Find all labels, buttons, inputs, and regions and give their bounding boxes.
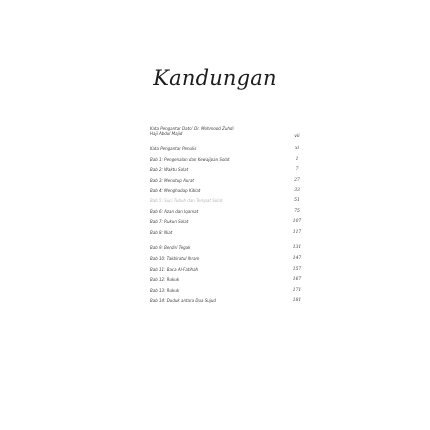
toc-entry-label-continued: Haji Abdul Majid — [150, 131, 183, 136]
toc-page-number: 7 — [295, 167, 299, 172]
toc-entry-label: Bab 3: Menutup Aurat — [150, 178, 195, 183]
toc-entry-label: Bab 12: Rukuk — [150, 277, 180, 282]
toc-entry-label: Bab 5: Suci Tubuh dan Tempat Solat — [150, 198, 223, 203]
toc-entry-label: Bab 1: Pengenalan dan Kewajipan Solat — [150, 157, 230, 162]
toc-entry — [150, 178, 194, 183]
toc-entry — [150, 126, 234, 136]
toc-entry-label: Bab 2: Waktu Solat — [150, 167, 189, 172]
toc-entry-label: Kata Pengantar Penulis — [150, 146, 197, 151]
toc-entry-label: Bab 13: Rukuk — [150, 288, 180, 293]
toc-page-number: 157 — [292, 267, 302, 272]
toc-entry — [150, 256, 199, 261]
toc-page-number: 181 — [292, 298, 302, 303]
table-of-contents — [150, 0, 300, 430]
toc-entry — [150, 288, 179, 293]
toc-entry-label: Bab 7: Rukun Solat — [150, 219, 189, 224]
toc-entry — [150, 245, 190, 250]
toc-entry-label: Bab 8: Niat — [150, 230, 173, 235]
toc-entry-label: Bab 14: Duduk antara Dua Sujud — [150, 298, 216, 303]
toc-page-number: 75 — [294, 209, 300, 214]
toc-entry-label: Bab 6: Azan dan Iqamat — [150, 209, 199, 214]
toc-entry — [150, 157, 230, 162]
toc-entry — [150, 219, 188, 224]
toc-entry — [150, 298, 216, 303]
toc-page-number: 33 — [294, 188, 300, 193]
toc-entry — [150, 277, 179, 282]
toc-entry — [150, 188, 200, 193]
toc-entry-label: Bab 11: Baca Al-Fatihah — [150, 267, 199, 272]
toc-page-number: 107 — [292, 219, 302, 224]
toc-page-number: 131 — [292, 245, 302, 250]
toc-page-number: vii — [294, 134, 300, 139]
toc-entry — [150, 209, 198, 214]
toc-page-number: 51 — [294, 198, 300, 203]
toc-entry-label: Bab 4: Menghadap Kiblat — [150, 188, 201, 193]
toc-page-number: xi — [295, 146, 299, 151]
page-title: Kandungan — [153, 66, 277, 90]
toc-entry-label: Kata Pengantar Dato’ Dr. Mohmood Zuhdi — [150, 126, 234, 131]
toc-entry — [150, 267, 198, 272]
toc-entry-label: Bab 9: Berdiri Tegak — [150, 245, 191, 250]
toc-page-number: 167 — [292, 277, 302, 282]
toc-page-number: 117 — [292, 230, 302, 235]
toc-entry — [150, 198, 222, 203]
toc-entry-label: Bab 10: Takbiratul Ihram — [150, 256, 200, 261]
toc-entry — [150, 230, 172, 235]
toc-page-number: 1 — [295, 157, 299, 162]
toc-page-number: 171 — [292, 288, 302, 293]
toc-page-number: 147 — [292, 256, 302, 261]
toc-entry — [150, 167, 188, 172]
toc-entry — [150, 146, 196, 151]
toc-page-number: 27 — [294, 178, 300, 183]
